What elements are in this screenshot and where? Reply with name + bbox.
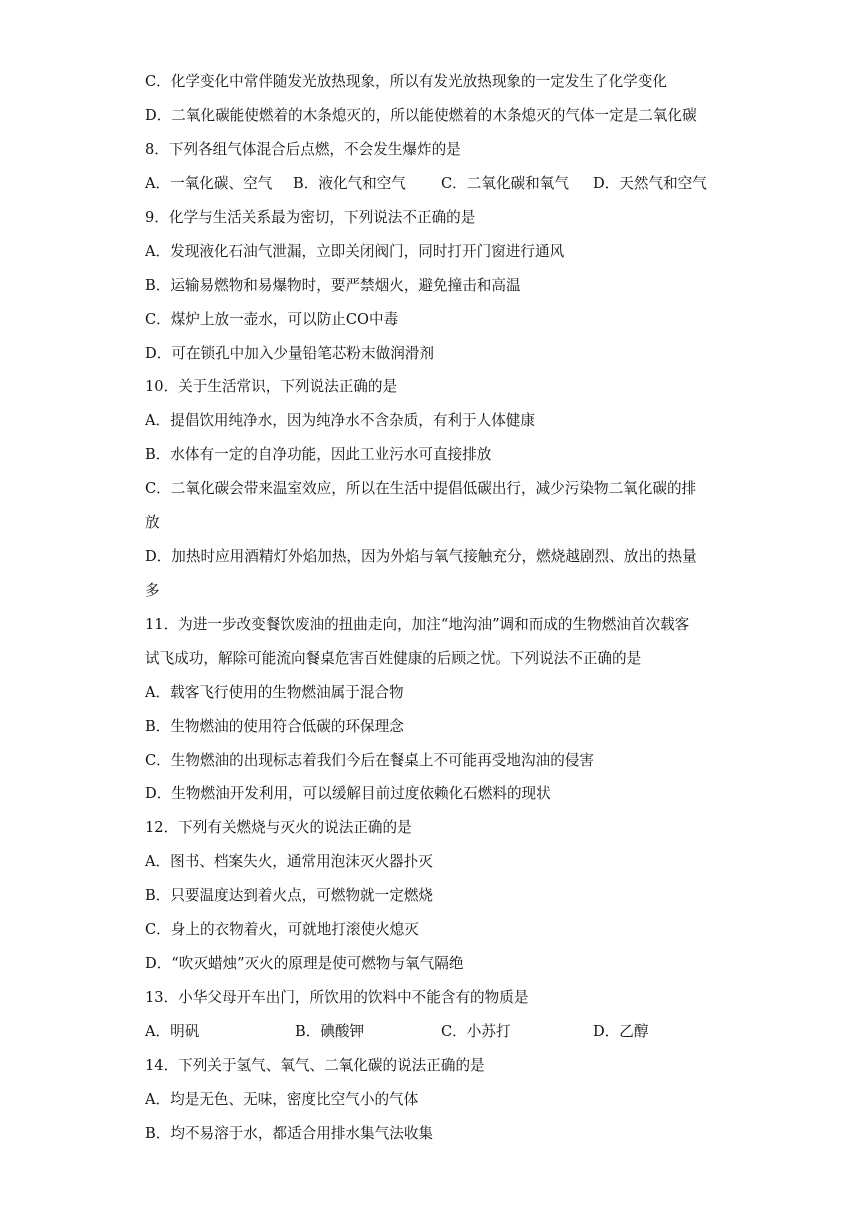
- q9-stem: 9．化学与生活关系最为密切，下列说法不正确的是: [145, 209, 476, 226]
- q13-option-a: A．明矾: [145, 1023, 200, 1040]
- q9-option-a: A．发现液化石油气泄漏，立即关闭阀门，同时打开门窗进行通风: [145, 243, 565, 260]
- q9-option-c: C．煤炉上放一壶水，可以防止CO中毒: [145, 311, 399, 328]
- q13-options: [145, 1022, 725, 1042]
- q8-options: [145, 174, 725, 194]
- q8-stem: 8．下列各组气体混合后点燃，不会发生爆炸的是: [145, 141, 461, 158]
- q12-option-c: C．身上的衣物着火，可就地打滚使火熄灭: [145, 921, 419, 938]
- q10-option-d: D．加热时应用酒精灯外焰加热，因为外焰与氧气接触充分，燃烧越剧烈、放出的热量: [145, 548, 697, 565]
- q14-option-a: A．均是无色、无味，密度比空气小的气体: [145, 1091, 419, 1108]
- q14-option-b: B．均不易溶于水，都适合用排水集气法收集: [145, 1125, 434, 1142]
- q11-option-b: B．生物燃油的使用符合低碳的环保理念: [145, 718, 404, 735]
- q11-stem-cont: 试飞成功，解除可能流向餐桌危害百姓健康的后顾之忧。下列说法不正确的是: [145, 650, 642, 667]
- q8-option-d: D．天然气和空气: [593, 175, 707, 192]
- q8-option-b: B．液化气和空气: [293, 175, 406, 192]
- q10-option-c-cont: 放: [145, 514, 160, 531]
- q11-option-d: D．生物燃油开发利用，可以缓解目前过度依赖化石燃料的现状: [145, 785, 551, 802]
- q10-stem: 10．关于生活常识，下列说法正确的是: [145, 378, 398, 395]
- q10-option-b: B．水体有一定的自净功能，因此工业污水可直接排放: [145, 446, 492, 463]
- q13-option-c: C．小苏打: [441, 1023, 511, 1040]
- q10-option-c: C．二氧化碳会带来温室效应，所以在生活中提倡低碳出行，减少污染物二氧化碳的排: [145, 480, 697, 497]
- q13-option-b: B．碘酸钾: [295, 1023, 365, 1040]
- q14-stem: 14．下列关于氢气、氧气、二氧化碳的说法正确的是: [145, 1057, 485, 1074]
- q13-stem: 13．小华父母开车出门，所饮用的饮料中不能含有的物质是: [145, 989, 529, 1006]
- q8-option-c: C．二氧化碳和氧气: [441, 175, 569, 192]
- q9-option-d: D．可在锁孔中加入少量铅笔芯粉末做润滑剂: [145, 345, 434, 362]
- q12-option-d: D．“吹灭蜡烛”灭火的原理是使可燃物与氧气隔绝: [145, 955, 464, 972]
- q12-option-b: B．只要温度达到着火点，可燃物就一定燃烧: [145, 887, 434, 904]
- q11-option-c: C．生物燃油的出现标志着我们今后在餐桌上不可能再受地沟油的侵害: [145, 752, 594, 769]
- q11-stem: 11．为进一步改变餐饮废油的扭曲走向，加注“地沟油”调和而成的生物燃油首次载客: [145, 616, 690, 633]
- q7-option-d: D．二氧化碳能使燃着的木条熄灭的，所以能使燃着的木条熄灭的气体一定是二氧化碳: [145, 107, 697, 124]
- q7-option-c: C．化学变化中常伴随发光放热现象，所以有发光放热现象的一定发生了化学变化: [145, 73, 667, 90]
- q10-option-a: A．提倡饮用纯净水，因为纯净水不含杂质，有利于人体健康: [145, 412, 535, 429]
- q8-option-a: A．一氧化碳、空气: [145, 175, 273, 192]
- q10-option-d-cont: 多: [145, 582, 160, 599]
- q13-option-d: D．乙醇: [593, 1023, 649, 1040]
- q11-option-a: A．载客飞行使用的生物燃油属于混合物: [145, 684, 404, 701]
- q12-option-a: A．图书、档案失火，通常用泡沫灭火器扑灭: [145, 853, 433, 870]
- q12-stem: 12．下列有关燃烧与灭火的说法正确的是: [145, 819, 412, 836]
- q9-option-b: B．运输易燃物和易爆物时，要严禁烟火，避免撞击和高温: [145, 277, 521, 294]
